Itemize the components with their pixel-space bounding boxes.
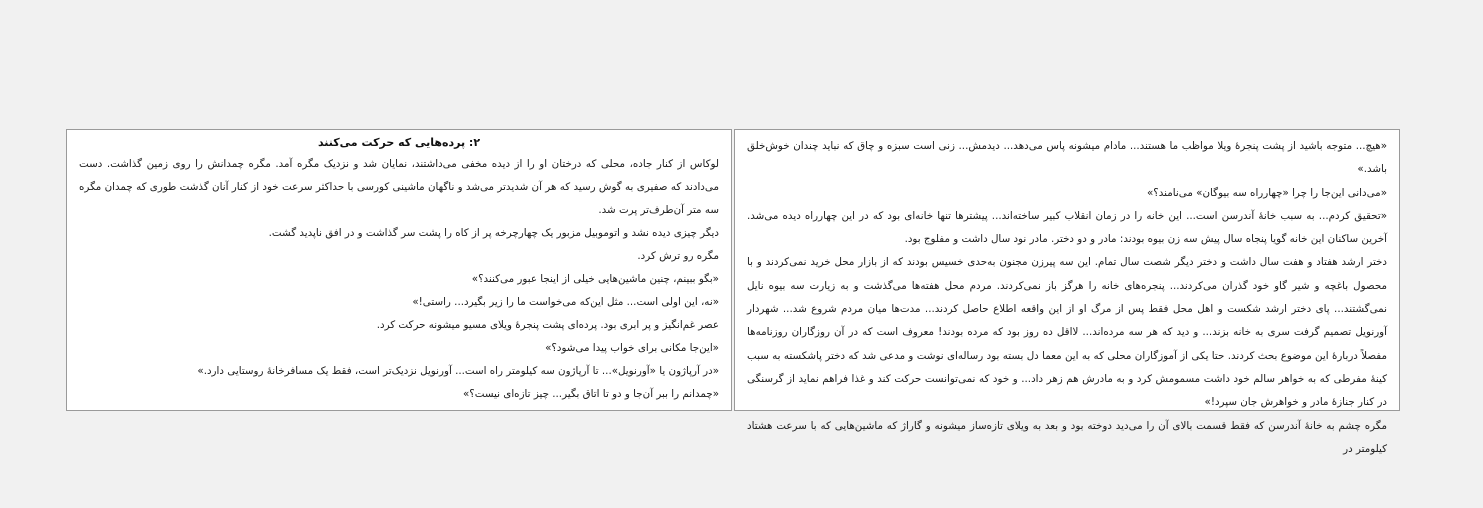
paragraph: «نه، این اولی است... مثل این‌که می‌خواست ما را زیر بگیرد... راستی!» xyxy=(412,296,719,308)
paragraph: «می‌دانی این‌جا را چرا «چهارراه سه بیوگان» می‌نامند؟» xyxy=(1147,186,1387,199)
paragraph: «هیچ... متوجه باشید از پشت پنجرهٔ ویلا مواظب ما هستند... مادام میشونه پاس می‌دهد... دیدمش... زنی است سبزه و چاق که نباید چندان خوش‌خلق باشد.» xyxy=(747,140,1387,176)
paragraph: «تحقیق کردم... به سبب خانهٔ آندرسن است... این خانه را در زمان انقلاب کبیر ساخته‌اند... پیشترها تنها خانه‌ای بود که در این چهارراه دیده می‌شد. آخرین ساکنان این خانه گویا پنجاه سال پیش سه زن بیوه بودند: مادر و دو دختر. مادر نود سال داشت و مفلوج بود. xyxy=(747,209,1387,246)
paragraph: لوکاس از کنار جاده، محلی که درختان او را از دیده مخفی می‌داشتند، نمایان شد و نزدیک مگره آمد. مگره چمدانش را روی زمین گذاشت. دست می‌دادند که صفیری به گوش رسید که هر آن شدیدتر می‌شد و ناگهان ماشینی کورسی با حداکثر سرعت خود از کنار آنان گذشت طوری که چمدان مگره سه متر آن‌طرف‌تر پرت شد. xyxy=(79,158,719,216)
paragraph: عصر غم‌انگیز و پر ابری بود. پرده‌ای پشت پنجرهٔ ویلای مسیو میشونه حرکت کرد. xyxy=(376,319,719,331)
paragraph: دختر ارشد هفتاد و هفت سال داشت و دختر دیگر شصت سال تمام. این سه پیرزن مجنون به‌حدی خسیس بودند که از بازار محل خرید نمی‌کردند و با محصول باغچه و شیر گاو خود گذران می‌کردند... پنجره‌های خانه را هرگز باز نمی‌کردند. مردم محل هفته‌ها می‌گذشت و به زیارت سه بیوه نایل نمی‌گشتند... پای دختر ارشد شکست و اهل محل فقط پس از مرگ او از این واقعه اطلاع حاصل کردند... مدت‌ها میان مردم شروع شد... شهردار آورنویل تصمیم گرفت سری به خانه بزند... و دید که هر سه مرده‌اند... لااقل ده روز بود که مرده بودند! معروف است که در آن روزگاران روزنامه‌ها مفصلاً دربارهٔ این موضوع بحث کردند. حتا یکی از آموزگاران محلی که به این معما دل بسته بود رساله‌ای نوشت و مدعی شد که دختر پاشکسته به سبب کینهٔ مفرطی که به خواهر سالم خود داشت مسمومش کرد و به مادرش هم زهر داد... و خود که نمی‌توانست حرکت کند و غذا فراهم نماید از گرسنگی در کنار جنازهٔ مادر و خواهرش جان سپرد!» xyxy=(747,256,1387,409)
paragraph: دیگر چیزی دیده نشد و اتوموبیل مزبور یک چهارچرخه پر از کاه را پشت سر گذاشت و در افق ناپدید گشت. xyxy=(268,227,719,239)
section-heading: ۲: پرده‌هایی که حرکت می‌کنند xyxy=(317,136,481,149)
paragraph: «این‌جا مکانی برای خواب پیدا می‌شود؟» xyxy=(545,342,719,354)
paragraph: مگره رو ترش کرد. xyxy=(637,250,719,262)
paragraph: مگره چشم به خانهٔ آندرسن که فقط قسمت بالای آن را می‌دید دوخته بود و بعد به ویلای تازه‌ساز میشونه و گاراژ که ماشین‌هایی که با سرعت هشتاد کیلومتر در xyxy=(747,419,1387,455)
right-text-column xyxy=(734,129,1400,455)
paragraph: «بگو ببینم، چنین ماشین‌هایی خیلی از اینجا عبور می‌کنند؟» xyxy=(471,273,719,285)
paragraph: «چمدانم را ببر آن‌جا و دو تا اتاق بگیر... چیز تازه‌ای نیست؟» xyxy=(462,388,719,400)
paragraph: «در آرپاژون یا «آورنویل»... تا آرپاژون سه کیلومتر راه است... آورنویل نزدیک‌تر است، فقط یک مسافرخانهٔ روستایی دارد.» xyxy=(197,365,719,377)
left-text-column xyxy=(66,129,732,411)
